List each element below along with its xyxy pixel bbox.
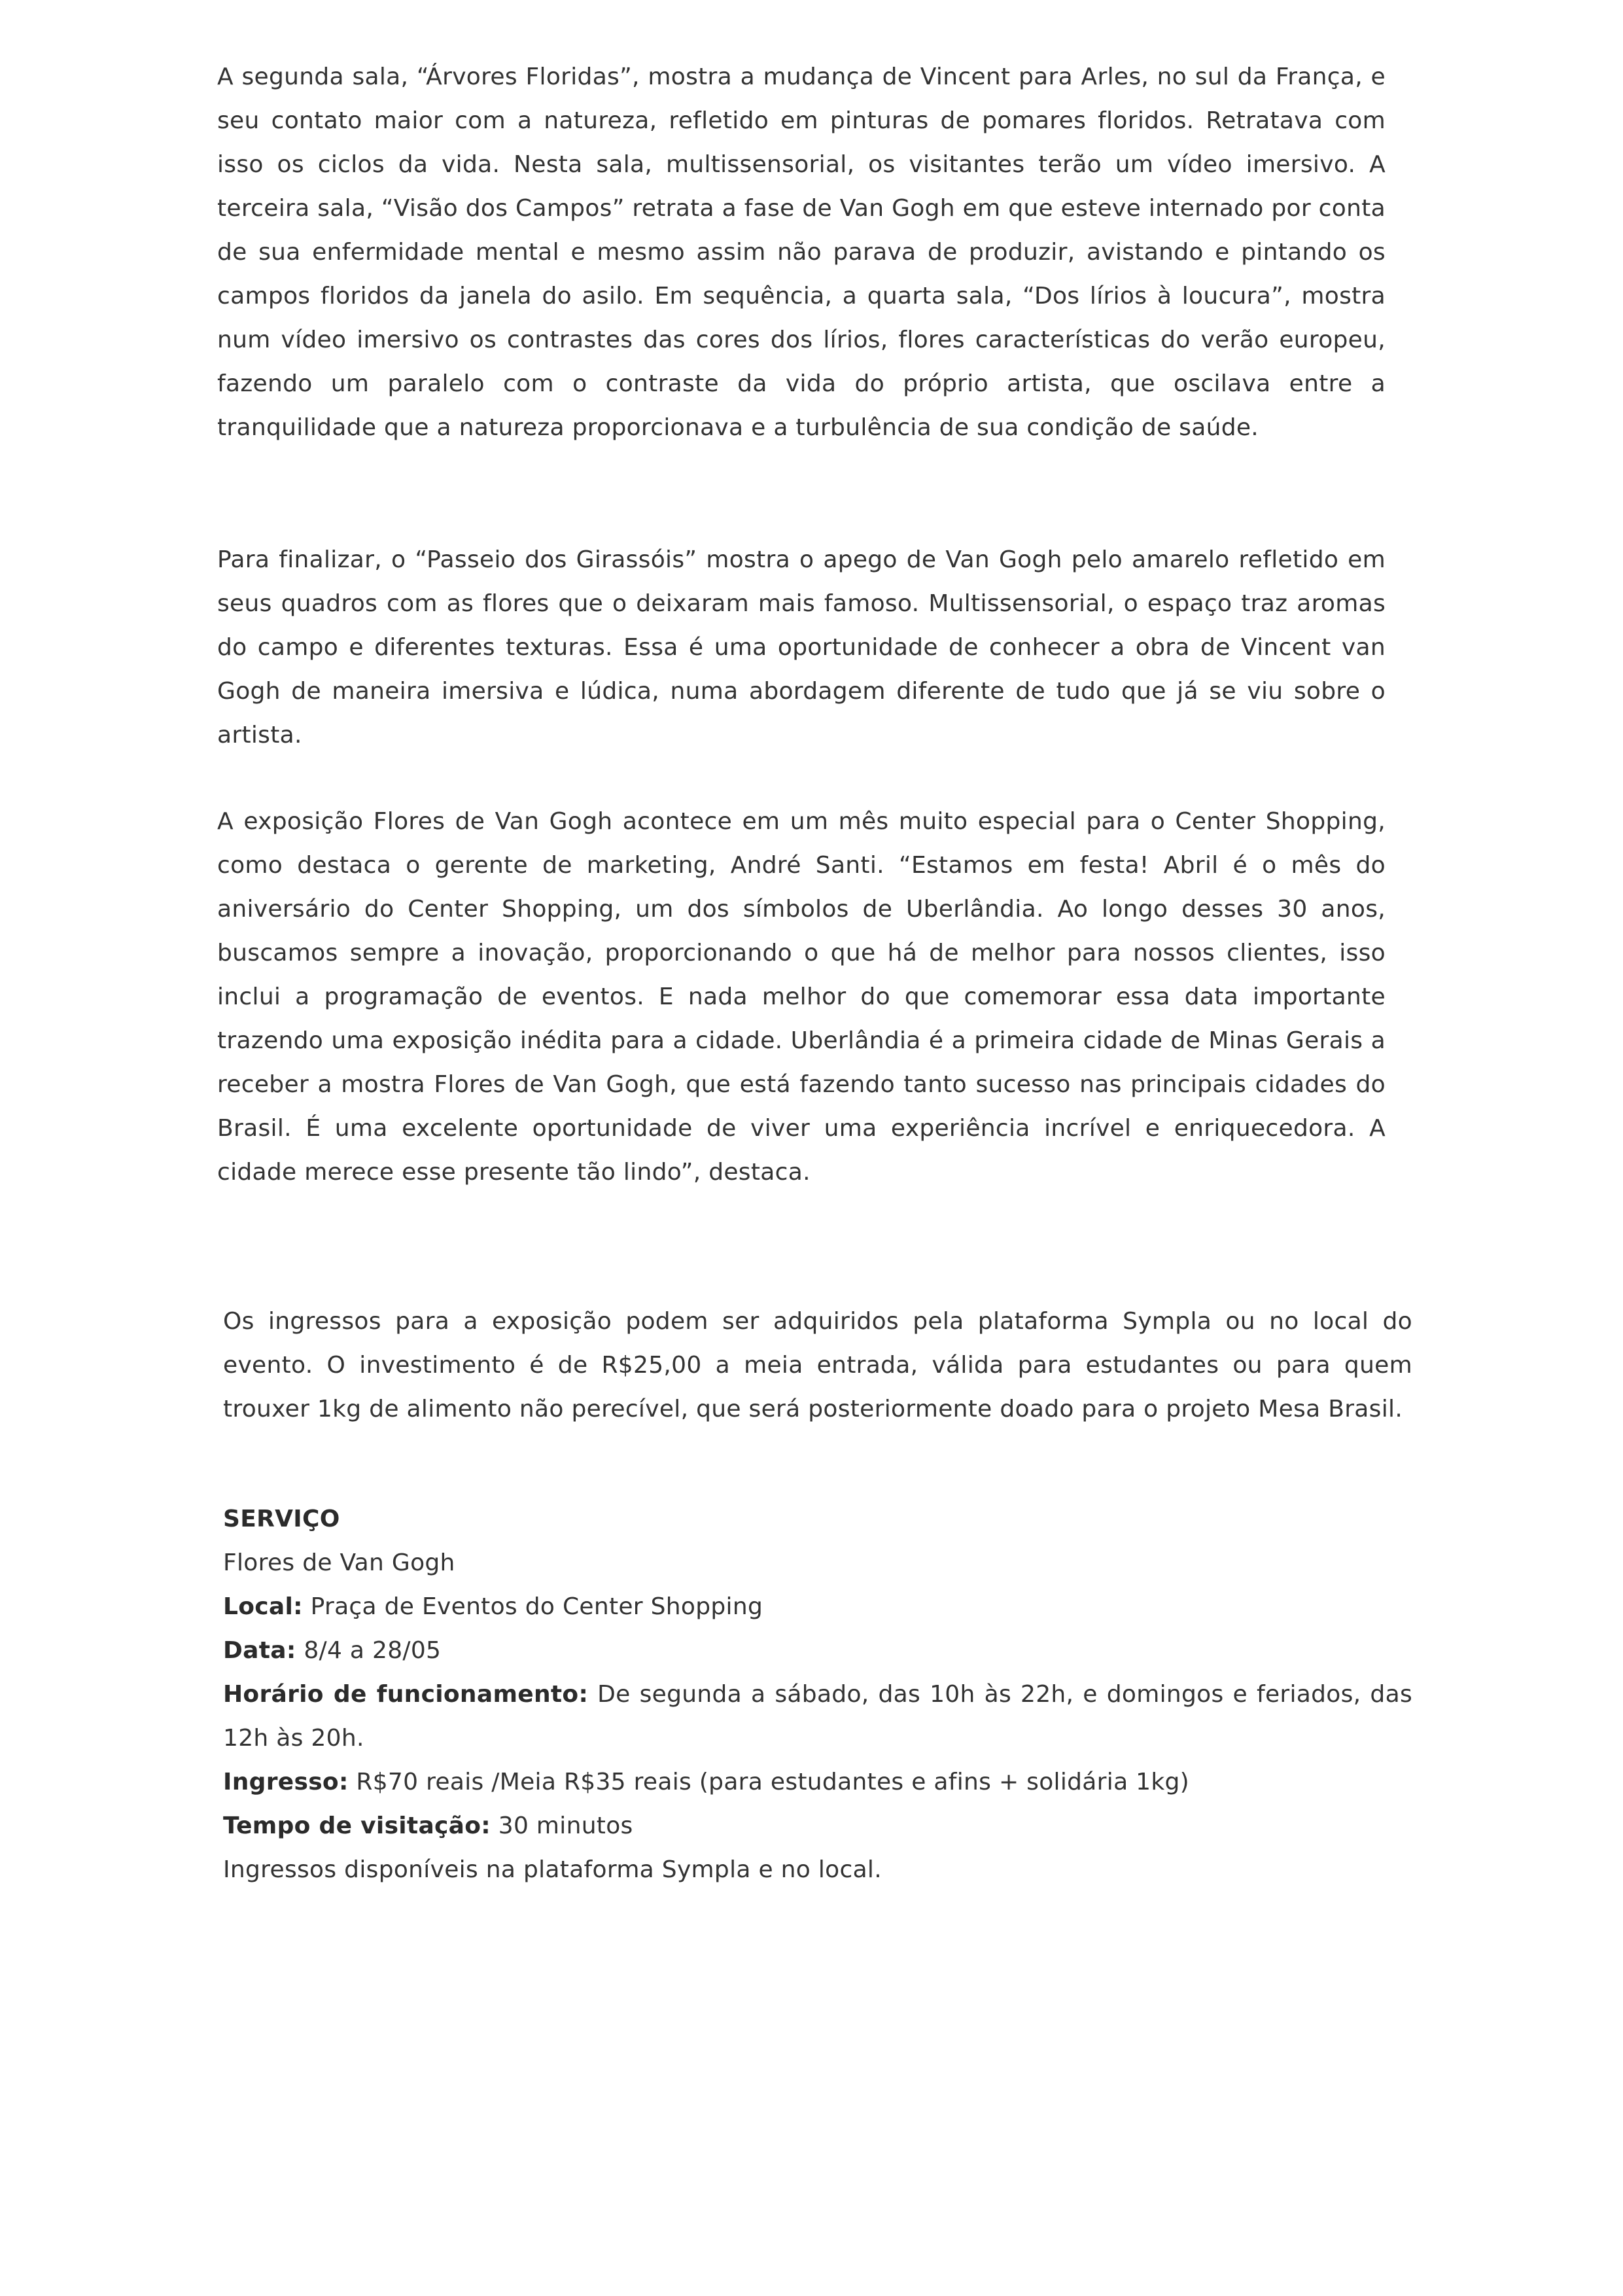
service-visit-value: 30 minutos: [498, 1812, 633, 1839]
service-date: [223, 1629, 1412, 1672]
service-hours-value: De segunda a sábado, das 10h às 22h, e domingos e feriados, das 12h às 20h.: [223, 1681, 1412, 1752]
service-date-value: 8/4 a 28/05: [304, 1637, 442, 1664]
paragraph-tickets: Os ingressos para a exposição podem ser adquiridos pela plataforma Sympla ou no local do evento. O investimento é de R$25,00 a meia entrada, válida para estudantes ou para quem trouxer 1kg de alimento não perecível, que será posteriormente doado para o projeto Mesa Brasil.: [223, 1308, 1412, 1422]
paragraph-anniversary: A exposição Flores de Van Gogh acontece em um mês muito especial para o Center Shopping, como destaca o gerente de marketing, André Santi. “Estamos em festa! Abril é o mês do aniversário do Center Shopping, um dos símbolos de Uberlândia. Ao longo desses 30 anos, buscamos sempre a inovação, proporcionando o que há de melhor para nossos clientes, isso inclui a programação de eventos. E nada melhor do que comemorar essa data importante trazendo uma exposição inédita para a cidade. Uberlândia é a primeira cidade de Minas Gerais a receber a mostra Flores de Van Gogh, que está fazendo tanto sucesso nas principais cidades do Brasil. É uma excelente oportunidade de viver uma experiência incrível e enriquecedora. A cidade merece esse presente tão lindo”, destaca.: [217, 808, 1386, 1186]
service-date-label: Data:: [223, 1637, 296, 1664]
paragraph-rooms: A segunda sala, “Árvores Floridas”, mostra a mudança de Vincent para Arles, no sul da França, e seu contato maior com a natureza, refletido em pinturas de pomares floridos. Retratava com isso os ciclos da vida. Nesta sala, multissensorial, os visitantes terão um vídeo imersivo. A terceira sala, “Visão dos Campos” retrata a fase de Van Gogh em que esteve internado por conta de sua enfermidade mental e mesmo assim não parava de produzir, avistando e pintando os campos floridos da janela do asilo. Em sequência, a quarta sala, “Dos lírios à loucura”, mostra num vídeo imersivo os contrastes das cores dos lírios, flores características do verão europeu, fazendo um paralelo com o contraste da vida do próprio artista, que oscilava entre a tranquilidade que a natureza proporcionava e a turbulência de sua condição de saúde.: [217, 63, 1386, 441]
paragraph-sunflowers: Para finalizar, o “Passeio dos Girassóis” mostra o apego de Van Gogh pelo amarelo refletido em seus quadros com as flores que o deixaram mais famoso. Multissensorial, o espaço traz aromas do campo e diferentes texturas. Essa é uma oportunidade de conhecer a obra de Vincent van Gogh de maneira imersiva e lúdica, numa abordagem diferente de tudo que já se viu sobre o artista.: [217, 546, 1386, 749]
service-location: [223, 1585, 1412, 1629]
service-hours: [223, 1672, 1412, 1760]
service-section: [223, 1497, 1412, 1892]
service-availability: Ingressos disponíveis na plataforma Sympla e no local.: [223, 1856, 882, 1883]
service-visit-time: [223, 1804, 1412, 1848]
service-ticket-label: Ingresso:: [223, 1769, 349, 1795]
service-location-label: Local:: [223, 1593, 303, 1620]
service-ticket-value: R$70 reais /Meia R$35 reais (para estudantes e afins + solidária 1kg): [356, 1769, 1190, 1795]
service-heading: SERVIÇO: [223, 1506, 340, 1532]
service-visit-label: Tempo de visitação:: [223, 1812, 491, 1839]
service-ticket: [223, 1760, 1412, 1804]
service-event-name: Flores de Van Gogh: [223, 1549, 455, 1576]
service-location-value: Praça de Eventos do Center Shopping: [310, 1593, 763, 1620]
service-hours-label: Horário de funcionamento:: [223, 1681, 589, 1708]
